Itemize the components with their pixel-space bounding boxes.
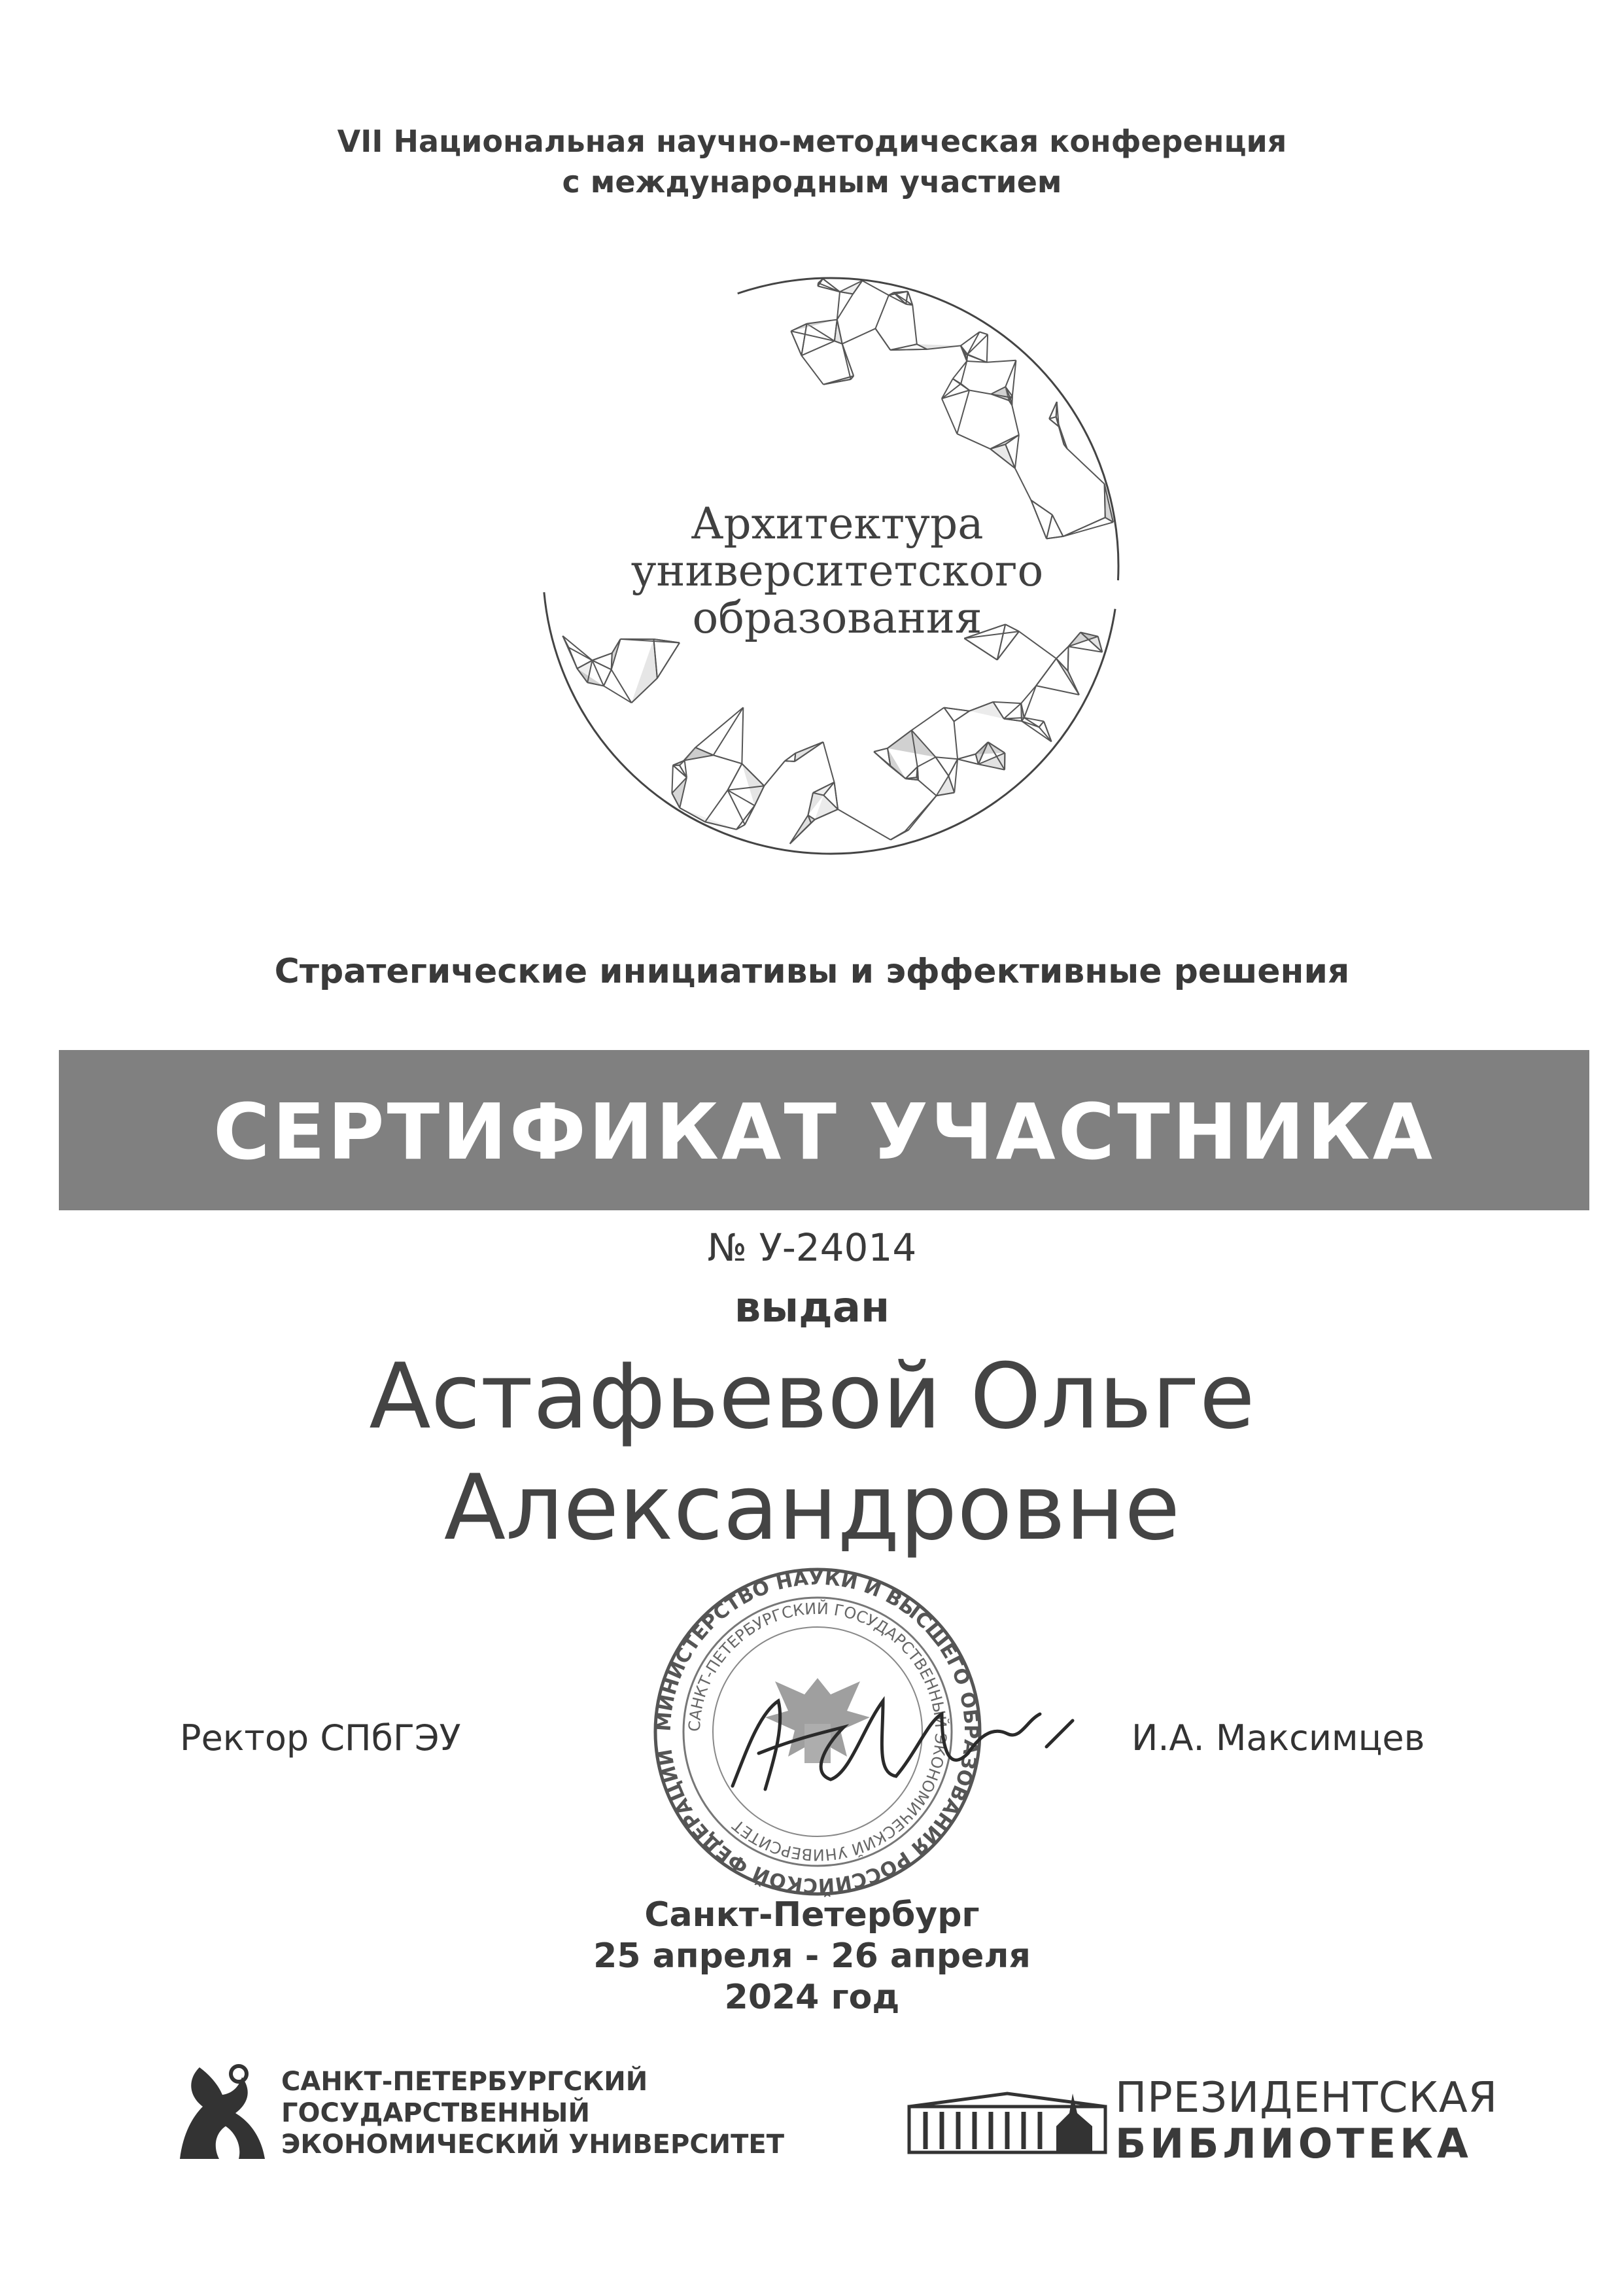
- logo-edge: [705, 822, 736, 830]
- logo-edge: [944, 708, 969, 711]
- logo-edge: [562, 636, 592, 660]
- logo-edge: [1021, 686, 1036, 703]
- logo-edge: [612, 669, 632, 703]
- library-name-line1: ПРЕЗИДЕНТСКАЯ: [1115, 2074, 1498, 2122]
- logo-edge: [1039, 722, 1044, 727]
- logo-edge: [835, 782, 838, 809]
- logo-title-line3: образования: [692, 593, 982, 643]
- recipient-name-line1: Астафьевой Ольге: [369, 1344, 1255, 1449]
- logo-edge: [969, 390, 991, 394]
- logo-edge: [604, 686, 632, 703]
- logo-edge: [1056, 659, 1068, 671]
- logo-edge: [604, 669, 612, 686]
- logo-edge: [705, 790, 728, 822]
- logo-edge: [1068, 671, 1079, 695]
- logo-edge: [714, 707, 744, 755]
- logo-edge: [1036, 659, 1056, 686]
- logo-edge: [987, 360, 1016, 362]
- logo-edge: [1015, 468, 1031, 500]
- logo-edge: [967, 332, 979, 354]
- logo-title-line1: Архитектура: [691, 499, 984, 549]
- logo-facet: [632, 639, 657, 703]
- conference-title: VII Национальная научно-методическая конференция: [337, 124, 1287, 159]
- logo-edge: [912, 305, 917, 344]
- griffin-logo-icon: [173, 2061, 271, 2165]
- logo-edge: [958, 759, 978, 764]
- logo-edge: [1004, 703, 1021, 719]
- logo-edge: [657, 642, 680, 678]
- logo-facet: [791, 319, 837, 331]
- issued-label: выдан: [734, 1284, 890, 1332]
- logo-edge: [918, 757, 936, 767]
- event-dates: 25 апреля - 26 апреля: [593, 1936, 1031, 1976]
- logo-edge: [785, 753, 795, 761]
- logo-edge: [695, 707, 743, 747]
- logo-edge: [1067, 449, 1105, 484]
- logo-edge: [714, 755, 742, 763]
- logo-title-line2: университетского: [631, 546, 1044, 596]
- logo-edge: [936, 757, 949, 776]
- logo-edge: [993, 702, 1021, 703]
- seal-inner-text: САНКТ-ПЕТЕРБУРГСКИЙ ГОСУДАРСТВЕННЫЙ ЭКОНОМИЧЕСКИЙ УНИВЕРСИТЕТ: [685, 1599, 950, 1865]
- logo-edge: [957, 434, 990, 449]
- logo-edge: [592, 653, 612, 660]
- logo-edge: [1004, 719, 1022, 722]
- signatory-name: И.А. Максимцев: [1132, 1717, 1425, 1759]
- logo-edge: [875, 328, 890, 350]
- logo-edge: [891, 830, 908, 840]
- university-name-line2: ГОСУДАРСТВЕННЫЙ: [281, 2098, 590, 2128]
- logo-edge: [1015, 435, 1019, 468]
- logo-edge: [953, 379, 961, 384]
- logo-edge: [838, 809, 891, 840]
- logo-edge: [1024, 686, 1036, 718]
- recipient-name-line2: Александровне: [443, 1455, 1181, 1560]
- logo-edge: [823, 742, 835, 782]
- logo-edge: [987, 334, 988, 362]
- logo-edge: [1056, 646, 1069, 658]
- logo-edge: [801, 355, 823, 384]
- logo-edge: [874, 748, 888, 752]
- logo-edge: [980, 332, 988, 334]
- conference-theme: Стратегические инициативы и эффективные решения: [274, 952, 1350, 991]
- signature-mark: [719, 1675, 1086, 1806]
- logo-edge: [842, 344, 851, 379]
- logo-edge: [961, 384, 969, 391]
- logo-edge: [961, 332, 980, 345]
- logo-edge: [918, 780, 937, 796]
- logo-edge: [1036, 686, 1079, 695]
- logo-edge: [908, 796, 937, 830]
- logo-edge: [791, 331, 801, 355]
- logo-edge: [954, 711, 970, 722]
- logo-edge: [906, 304, 912, 305]
- logo-edge: [942, 398, 957, 434]
- logo-edge: [1012, 405, 1019, 434]
- logo-edge: [791, 331, 834, 341]
- event-year: 2024 год: [724, 1978, 900, 2017]
- logo-edge: [562, 636, 577, 669]
- certificate-banner: [59, 1050, 1589, 1210]
- event-city: Санкт-Петербург: [644, 1895, 980, 1935]
- seal-outer-text: МИНИСТЕРСТВО НАУКИ И ВЫСШЕГО ОБРАЗОВАНИЯ РОССИЙСКОЙ ФЕДЕРАЦИИ: [652, 1567, 983, 1897]
- university-name-line3: ЭКОНОМИЧЕСКИЙ УНИВЕРСИТЕТ: [281, 2129, 785, 2160]
- logo-facet: [672, 777, 687, 808]
- logo-edge: [742, 707, 743, 763]
- logo-edge: [1068, 646, 1069, 671]
- logo-edge: [954, 722, 958, 760]
- logo-edge: [680, 808, 705, 822]
- logo-edge: [944, 708, 954, 722]
- logo-edge: [936, 757, 958, 759]
- logo-facet: [742, 763, 764, 805]
- logo-edge: [912, 708, 944, 731]
- logo-edge: [785, 761, 795, 762]
- signatory-title: Ректор СПбГЭУ: [180, 1717, 461, 1759]
- logo-edge: [967, 334, 988, 354]
- logo-edge: [958, 754, 976, 760]
- logo-edge: [801, 324, 806, 356]
- logo-edge: [801, 341, 834, 355]
- logo-edge: [875, 295, 888, 328]
- certificate-heading: СЕРТИФИКАТ УЧАСТНИКА: [213, 1087, 1436, 1177]
- logo-edge: [842, 328, 876, 343]
- logo-edge: [728, 763, 742, 790]
- logo-edge: [736, 805, 755, 829]
- university-name-line1: САНКТ-ПЕТЕРБУРГСКИЙ: [281, 2067, 648, 2097]
- logo-edge: [764, 761, 785, 786]
- library-name-line2: БИБЛИОТЕКА: [1115, 2120, 1472, 2167]
- library-building-icon: [906, 2074, 1109, 2159]
- logo-edge: [672, 765, 673, 794]
- conference-subtitle: с международным участием: [562, 164, 1062, 200]
- certificate-number: № У-24014: [707, 1225, 917, 1270]
- logo-edge: [957, 390, 969, 434]
